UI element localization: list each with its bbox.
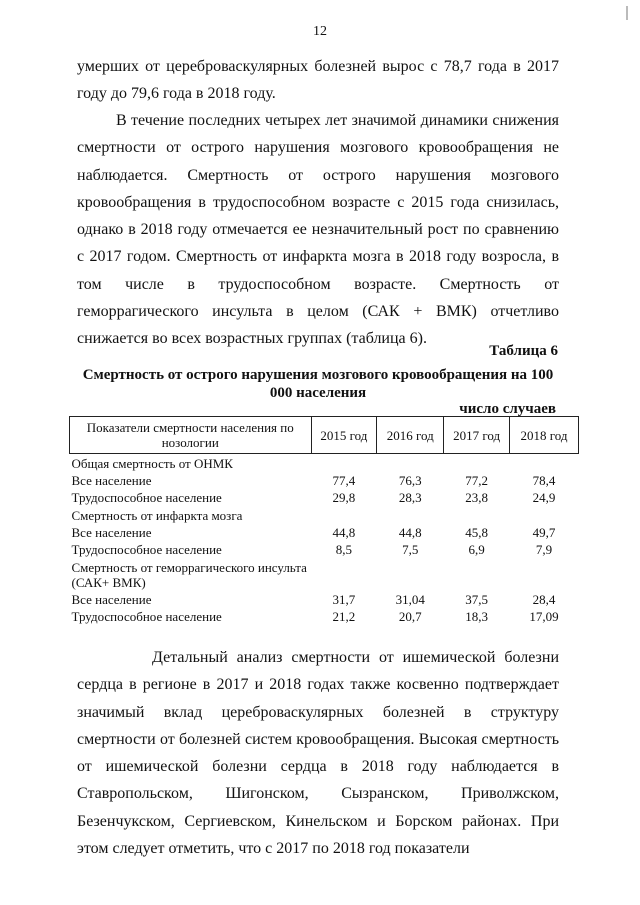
cell-value: 77,4 bbox=[332, 473, 356, 488]
row-label: Общая смертность от ОНМК bbox=[71, 456, 233, 471]
table-row bbox=[70, 591, 579, 608]
row-label: Все население bbox=[71, 473, 152, 488]
table-label: Таблица 6 bbox=[489, 343, 558, 359]
cell-value bbox=[377, 558, 444, 591]
cell-value bbox=[510, 506, 579, 524]
table-row bbox=[70, 608, 579, 625]
table-units: число случаев bbox=[459, 401, 556, 417]
cell-value bbox=[444, 558, 510, 591]
row-label: Смертность от инфаркта мозга bbox=[71, 508, 243, 523]
page-number: 12 bbox=[313, 24, 327, 39]
cell-value: 18,3 bbox=[465, 609, 489, 624]
cell-value: 45,8 bbox=[465, 525, 489, 540]
paragraph-stroke-dynamics: В течение последних четырех лет значимой динамики снижения смертности от острого нарушения мозгового кровообращения не наблюдается. Смертность от острого нарушения мозгового кровообращения в трудоспособном возрасте с 2015 года снизилась, однако в 2018 году отмечается ее незначительный рост по сравнению с 2017 годом. Смертность от инфаркта мозга в 2018 году возросла, в том числе в трудоспособном возрасте. Смертность от геморрагического инсульта в целом (САК + ВМК) отчетливо снижается во всех возрастных группах (таблица 6). bbox=[77, 112, 559, 348]
cell-value: 21,2 bbox=[332, 609, 356, 624]
cell-value bbox=[510, 558, 579, 591]
cell-value: 6,9 bbox=[468, 542, 485, 557]
table-row bbox=[70, 472, 579, 489]
cell-value: 28,3 bbox=[398, 490, 422, 505]
cell-value: 17,09 bbox=[529, 609, 559, 624]
header-indicator: Показатели смертности населения по нозологии bbox=[70, 417, 312, 454]
cell-value: 31,7 bbox=[332, 592, 356, 607]
header-2015: 2015 год bbox=[311, 417, 377, 454]
paragraph-ihd-analysis: Детальный анализ смертности от ишемической болезни сердца в регионе в 2017 и 2018 годах также косвенно подтверждает значимый вклад цереброваскулярных болезней в структуру смертности от болезней систем кровообращения. Высокая смертность от ишемической болезни сердца в 2018 году наблюдается в Ставропольском, Шигонском, Сызранском, Приволжском, Безенчукском, Сергиевском, Кинельском и Борском районах. При этом следует отметить, что с 2017 по 2018 год показатели bbox=[77, 649, 559, 858]
table-row bbox=[70, 541, 579, 558]
cell-value: 44,8 bbox=[398, 525, 422, 540]
row-label: Трудоспособное население bbox=[71, 490, 222, 505]
row-label: Все население bbox=[71, 592, 152, 607]
row-label: Трудоспособное население bbox=[71, 609, 222, 624]
cell-value: 44,8 bbox=[332, 525, 356, 540]
cell-value: 49,7 bbox=[532, 525, 556, 540]
header-2016: 2016 год bbox=[377, 417, 444, 454]
row-label: Смертность от геморрагического инсульта (САК+ ВМК) bbox=[71, 560, 307, 590]
table-row-group bbox=[70, 454, 579, 473]
cell-value bbox=[510, 454, 579, 473]
cell-value bbox=[311, 454, 377, 473]
row-label: Трудоспособное население bbox=[71, 542, 222, 557]
cell-value bbox=[444, 506, 510, 524]
table-row bbox=[70, 489, 579, 506]
cell-value bbox=[311, 506, 377, 524]
table-row-group bbox=[70, 558, 579, 591]
row-label: Все население bbox=[71, 525, 152, 540]
mortality-table bbox=[69, 416, 579, 625]
cell-value: 24,9 bbox=[532, 490, 556, 505]
cell-value bbox=[311, 558, 377, 591]
paragraph-intro: умерших от цереброваскулярных болезней вырос с 78,7 года в 2017 году до 79,6 года в 2018 году. bbox=[77, 58, 559, 103]
cell-value: 77,2 bbox=[465, 473, 489, 488]
cell-value: 7,5 bbox=[402, 542, 419, 557]
cell-value: 78,4 bbox=[532, 473, 556, 488]
table-row-group bbox=[70, 506, 579, 524]
header-2018: 2018 год bbox=[510, 417, 579, 454]
header-2017: 2017 год bbox=[444, 417, 510, 454]
cell-value: 29,8 bbox=[332, 490, 356, 505]
cell-value: 37,5 bbox=[465, 592, 489, 607]
cell-value: 28,4 bbox=[532, 592, 556, 607]
cell-value: 31,04 bbox=[395, 592, 425, 607]
cell-value bbox=[377, 454, 444, 473]
cell-value: 23,8 bbox=[465, 490, 489, 505]
cell-value: 8,5 bbox=[335, 542, 353, 557]
cell-value bbox=[444, 454, 510, 473]
scan-mark bbox=[626, 6, 628, 20]
cell-value bbox=[377, 506, 444, 524]
cell-value: 76,3 bbox=[398, 473, 422, 488]
cell-value: 20,7 bbox=[398, 609, 422, 624]
table-row bbox=[70, 524, 579, 541]
table-header-row bbox=[70, 417, 579, 454]
table-title: Смертность от острого нарушения мозгового кровообращения на 100 000 населения bbox=[82, 367, 554, 401]
cell-value: 7,9 bbox=[535, 542, 553, 557]
